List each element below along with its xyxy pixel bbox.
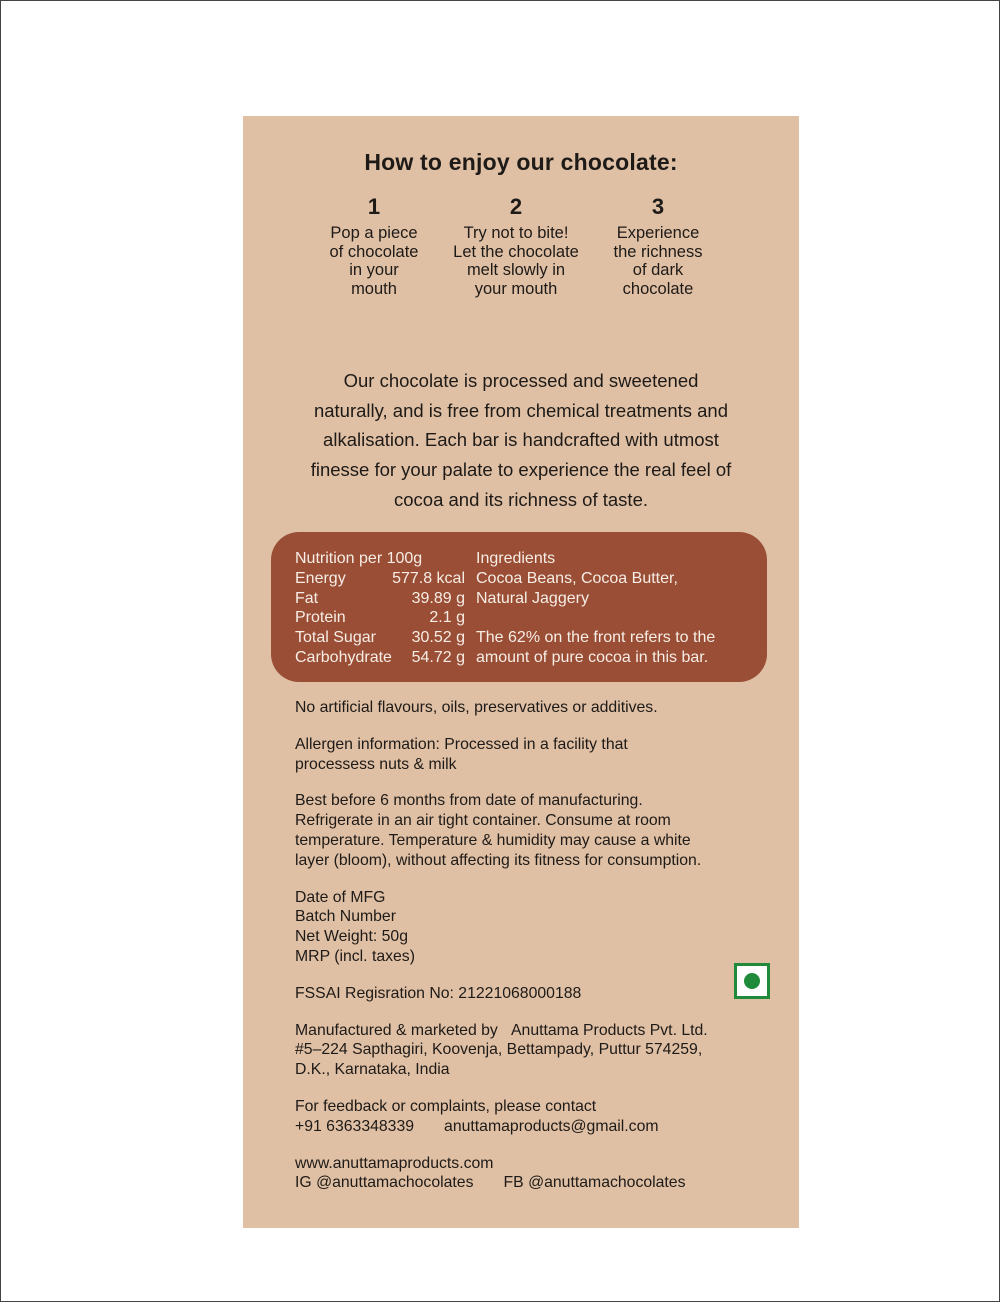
nutrition-table	[295, 549, 465, 668]
chocolate-label-panel	[243, 116, 799, 1228]
cocoa-note-line: The 62% on the front refers to the	[476, 629, 716, 647]
social-row	[295, 1173, 755, 1193]
nutrient-value: 30.52 g	[411, 629, 465, 647]
social-info	[295, 1154, 755, 1194]
product-info	[295, 698, 755, 1210]
nutrient-value: 577.8 kcal	[392, 569, 465, 587]
nutrition-row	[295, 648, 465, 668]
step-line: your mouth	[474, 279, 558, 298]
step-line: melt slowly in	[466, 261, 566, 279]
batch-fields	[295, 888, 755, 967]
step-line: the richness	[613, 242, 703, 261]
best-before-line: Refrigerate in an air tight container. Consume at room	[295, 812, 671, 830]
cocoa-note-line: amount of pure cocoa in this bar.	[476, 648, 709, 666]
nutrient-name: Carbohydrate	[295, 648, 392, 666]
step-number: 2	[509, 194, 523, 219]
about-line: alkalisation. Each bar is handcrafted with utmost	[323, 429, 719, 451]
step-1	[299, 194, 449, 298]
manufacturer-info	[295, 1021, 755, 1080]
nutrition-row	[295, 569, 465, 589]
about-line: Our chocolate is processed and sweetened	[343, 370, 699, 391]
best-before-info	[295, 791, 755, 870]
about-paragraph	[273, 366, 769, 515]
email-address[interactable]: anuttamaproducts@gmail.com	[444, 1117, 659, 1135]
about-line: finesse for your palate to experience the real feel of	[310, 459, 732, 481]
ingredients-block	[476, 549, 756, 668]
ingredients-title: Ingredients	[476, 550, 556, 567]
best-before-line: layer (bloom), without affecting its fitness for consumption.	[295, 851, 702, 869]
best-before-line: temperature. Temperature & humidity may cause a white	[295, 831, 691, 849]
manufacturer-name: Anuttama Products Pvt. Ltd.	[511, 1021, 708, 1039]
step-text	[441, 224, 591, 298]
nutrient-name: Fat	[295, 589, 319, 607]
nutrient-name: Total Sugar	[295, 629, 376, 647]
spacer	[476, 608, 756, 628]
best-before-line: Best before 6 months from date of manufacturing.	[295, 792, 643, 810]
step-text	[299, 224, 449, 298]
ingredients-line: Cocoa Beans, Cocoa Butter,	[476, 569, 678, 587]
enjoy-steps	[243, 194, 799, 304]
step-line: Experience	[616, 224, 700, 242]
contact-info	[295, 1097, 755, 1137]
step-line: Try not to bite!	[463, 224, 569, 242]
ingredients-line: Natural Jaggery	[476, 589, 589, 607]
step-line: in your	[349, 261, 399, 279]
address-line: #5–224 Sapthagiri, Koovenja, Bettampady, Puttur 574259,	[295, 1041, 703, 1059]
step-3	[583, 194, 733, 298]
feedback-text: For feedback or complaints, please contact	[295, 1097, 597, 1115]
nutrition-box	[271, 532, 767, 682]
enjoy-heading: How to enjoy our chocolate:	[364, 149, 678, 175]
step-number: 3	[651, 194, 665, 219]
fssai-number: FSSAI Regisration No: 21221068000188	[295, 984, 582, 1002]
field-net-weight: Net Weight: 50g	[295, 928, 408, 946]
step-text	[583, 224, 733, 298]
nutrition-title: Nutrition per 100g	[295, 550, 423, 567]
field-batch-number: Batch Number	[295, 908, 396, 926]
allergen-info	[295, 735, 755, 775]
website-link[interactable]: www.anuttamaproducts.com	[295, 1154, 494, 1172]
field-mrp: MRP (incl. taxes)	[295, 947, 415, 965]
no-artificial-text: No artificial flavours, oils, preservatives or additives.	[295, 699, 658, 716]
allergen-line: Allergen information: Processed in a facility that	[295, 735, 628, 753]
allergen-line: processess nuts & milk	[295, 755, 457, 773]
phone-number[interactable]: +91 6363348339	[295, 1117, 415, 1135]
step-line: of chocolate	[329, 242, 419, 261]
veg-dot	[744, 973, 760, 989]
nutrition-row	[295, 589, 465, 609]
address-line: D.K., Karnataka, India	[295, 1061, 450, 1079]
vegetarian-symbol-icon	[734, 963, 770, 999]
step-line: of dark	[632, 261, 684, 279]
step-line: Let the chocolate	[453, 242, 579, 261]
contact-row	[295, 1117, 755, 1137]
nutrient-value: 54.72 g	[411, 648, 465, 666]
step-2	[441, 194, 591, 298]
manufacturer-line	[295, 1021, 755, 1041]
manufacturer-prefix: Manufactured & marketed by	[295, 1021, 498, 1039]
about-line: naturally, and is free from chemical treatments and	[313, 399, 729, 421]
nutrient-name: Protein	[295, 609, 346, 627]
about-line: cocoa and its richness of taste.	[394, 488, 648, 510]
nutrient-value: 39.89 g	[411, 589, 465, 607]
step-number: 1	[367, 194, 381, 219]
step-line: chocolate	[622, 279, 694, 298]
nutrient-value: 2.1 g	[429, 609, 465, 627]
field-date-of-mfg: Date of MFG	[295, 888, 386, 906]
step-line: mouth	[351, 279, 397, 298]
step-line: Pop a piece	[330, 224, 418, 242]
instagram-handle[interactable]: IG @anuttamachocolates	[295, 1174, 474, 1192]
nutrition-row	[295, 608, 465, 628]
nutrient-name: Energy	[295, 569, 346, 587]
facebook-handle[interactable]: FB @anuttamachocolates	[503, 1174, 686, 1192]
nutrition-row	[295, 628, 465, 648]
